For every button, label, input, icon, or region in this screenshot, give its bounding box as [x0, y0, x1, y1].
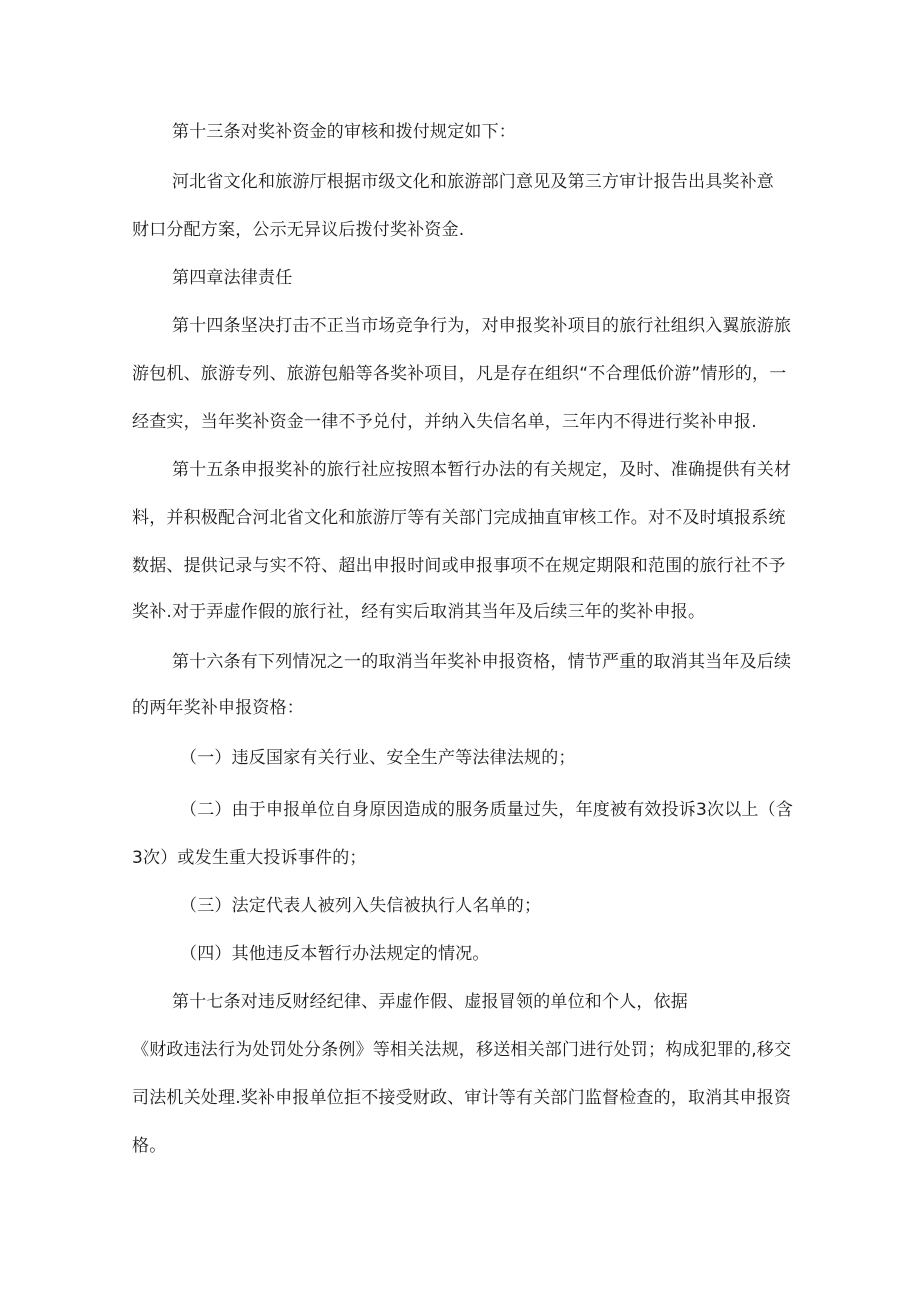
article-13-paragraph-line-2: 财口分配方案，公示无异议后拨付奖补资金. — [132, 220, 465, 240]
article-17-line-4: 格。 — [132, 1136, 167, 1156]
article-17-line-1: 第十七条对违反财经纪律、弄虚作假、虚报冒领的单位和个人，依据 — [172, 992, 688, 1012]
article-13-paragraph-line-1: 河北省文化和旅游厅根据市级文化和旅游部门意见及第三方审计报告出具奖补意 — [172, 172, 774, 192]
article-15-line-1: 第十五条申报奖补的旅行社应按照本暂行办法的有关规定，及时、准确提供有关材 — [172, 460, 792, 480]
article-14-line-1: 第十四条坚决打击不正当市场竞争行为，对申报奖补项目的旅行社组织入翼旅游旅 — [172, 316, 792, 336]
article-16-item-4: （四）其他违反本暂行办法规定的情况。 — [180, 944, 490, 964]
article-16-item-2-line-2: 3次）或发生重大投诉事件的； — [132, 848, 367, 868]
article-16-item-1: （一）违反国家有关行业、安全生产等法律法规的； — [180, 748, 576, 768]
article-14-line-2: 游包机、旅游专列、旅游包船等各奖补项目，凡是存在组织“不合理低价游”情形的，一 — [132, 364, 787, 384]
article-15-line-2: 料，并积极配合河北省文化和旅游厅等有关部门完成抽直审核工作。对不及时填报系统 — [132, 508, 786, 528]
article-14-line-3: 经查实，当年奖补资金一律不予兑付，并纳入失信名单，三年内不得进行奖补申报. — [132, 412, 757, 432]
article-15-line-4: 奖补.对于弄虚作假的旅行社，经有实后取消其当年及后续三年的奖补申报。 — [132, 602, 706, 622]
article-17-line-3: 司法机关处理.奖补申报单位拒不接受财政、审计等有关部门监督检查的，取消其申报资 — [132, 1088, 792, 1108]
article-17-line-2: 《财政违法行为处罚处分条例》等相关法规，移送相关部门进行处罚；构成犯罪的,移交 — [132, 1040, 792, 1060]
article-16-line-1: 第十六条有下列情况之一的取消当年奖补申报资格，情节严重的取消其当年及后续 — [172, 652, 792, 672]
chapter-4-heading: 第四章法律责任 — [172, 268, 293, 288]
article-16-item-3: （三）法定代表人被列入失信被执行人名单的； — [180, 896, 542, 916]
article-15-line-3: 数据、提供记录与实不符、超出申报时间或申报事项不在规定期限和范围的旅行社不予 — [132, 556, 786, 576]
article-16-line-2: 的两年奖补申报资格： — [132, 698, 304, 718]
article-13-heading: 第十三条对奖补资金的审核和拨付规定如下： — [172, 122, 516, 142]
article-16-item-2-line-1: （二）由于申报单位自身原因造成的服务质量过失，年度被有效投诉3次以上（含 — [180, 800, 794, 820]
